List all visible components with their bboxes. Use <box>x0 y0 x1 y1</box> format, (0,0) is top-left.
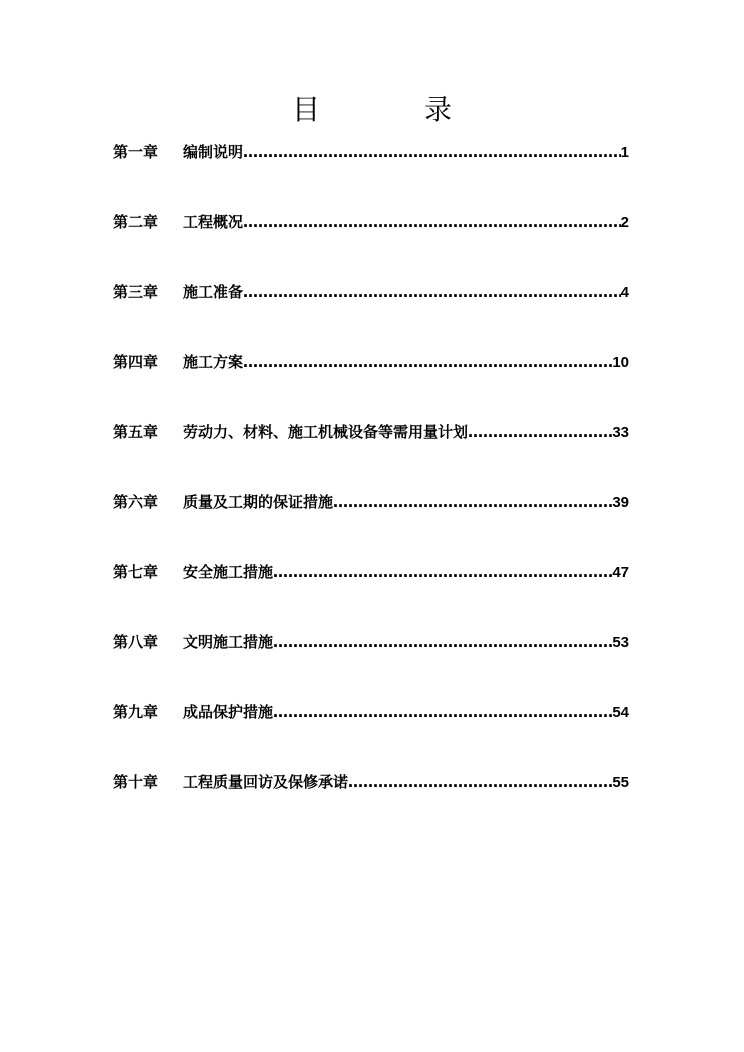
toc-entry[interactable] <box>113 350 629 374</box>
toc-chapter: 第八章 <box>113 633 159 651</box>
toc-title: 工程概况 <box>183 213 244 231</box>
toc-entry[interactable] <box>113 140 629 164</box>
page-title <box>0 88 744 128</box>
toc-title: 安全施工措施 <box>183 563 274 581</box>
toc-page-number: 33 <box>612 424 629 441</box>
toc-entry[interactable] <box>113 490 629 514</box>
toc-chapter: 第六章 <box>113 493 159 511</box>
toc-chapter: 第三章 <box>113 283 159 301</box>
toc-leader <box>333 490 612 514</box>
toc-entry[interactable] <box>113 210 629 234</box>
toc-chapter: 第九章 <box>113 703 159 721</box>
toc-leader <box>243 280 621 304</box>
toc-chapter: 第十章 <box>113 773 159 791</box>
toc-entry[interactable] <box>113 420 629 444</box>
toc-page-number: 54 <box>612 704 629 721</box>
toc-entry[interactable] <box>113 280 629 304</box>
toc-title: 成品保护措施 <box>183 703 274 721</box>
table-of-contents <box>113 140 629 840</box>
toc-chapter: 第一章 <box>113 143 159 161</box>
title-char-2: 录 <box>424 93 453 126</box>
toc-leader <box>273 630 612 654</box>
toc-leader <box>243 140 621 164</box>
toc-leader <box>468 420 612 444</box>
toc-title: 编制说明 <box>183 143 244 161</box>
toc-page-number: 2 <box>620 214 629 231</box>
toc-page-number: 55 <box>612 774 629 791</box>
toc-entry[interactable] <box>113 700 629 724</box>
toc-title: 劳动力、材料、施工机械设备等需用量计划 <box>183 423 469 441</box>
toc-page-number: 53 <box>612 634 629 651</box>
toc-leader <box>243 350 612 374</box>
toc-leader <box>273 560 612 584</box>
toc-page-number: 4 <box>620 284 629 301</box>
toc-page-number: 47 <box>612 564 629 581</box>
toc-page-number: 10 <box>612 354 629 371</box>
toc-leader <box>273 700 612 724</box>
toc-entry[interactable] <box>113 560 629 584</box>
toc-page-number: 1 <box>620 144 629 161</box>
toc-title: 文明施工措施 <box>183 633 274 651</box>
toc-chapter: 第五章 <box>113 423 159 441</box>
toc-title: 工程质量回访及保修承诺 <box>183 773 349 791</box>
toc-title: 施工准备 <box>183 283 244 301</box>
toc-title: 质量及工期的保证措施 <box>183 493 334 511</box>
toc-page-number: 39 <box>612 494 629 511</box>
toc-title: 施工方案 <box>183 353 244 371</box>
toc-chapter: 第四章 <box>113 353 159 371</box>
toc-chapter: 第二章 <box>113 213 159 231</box>
toc-leader <box>348 770 612 794</box>
toc-leader <box>243 210 621 234</box>
toc-entry[interactable] <box>113 630 629 654</box>
toc-entry[interactable] <box>113 770 629 794</box>
title-char-1: 目 <box>292 93 321 126</box>
toc-chapter: 第七章 <box>113 563 159 581</box>
